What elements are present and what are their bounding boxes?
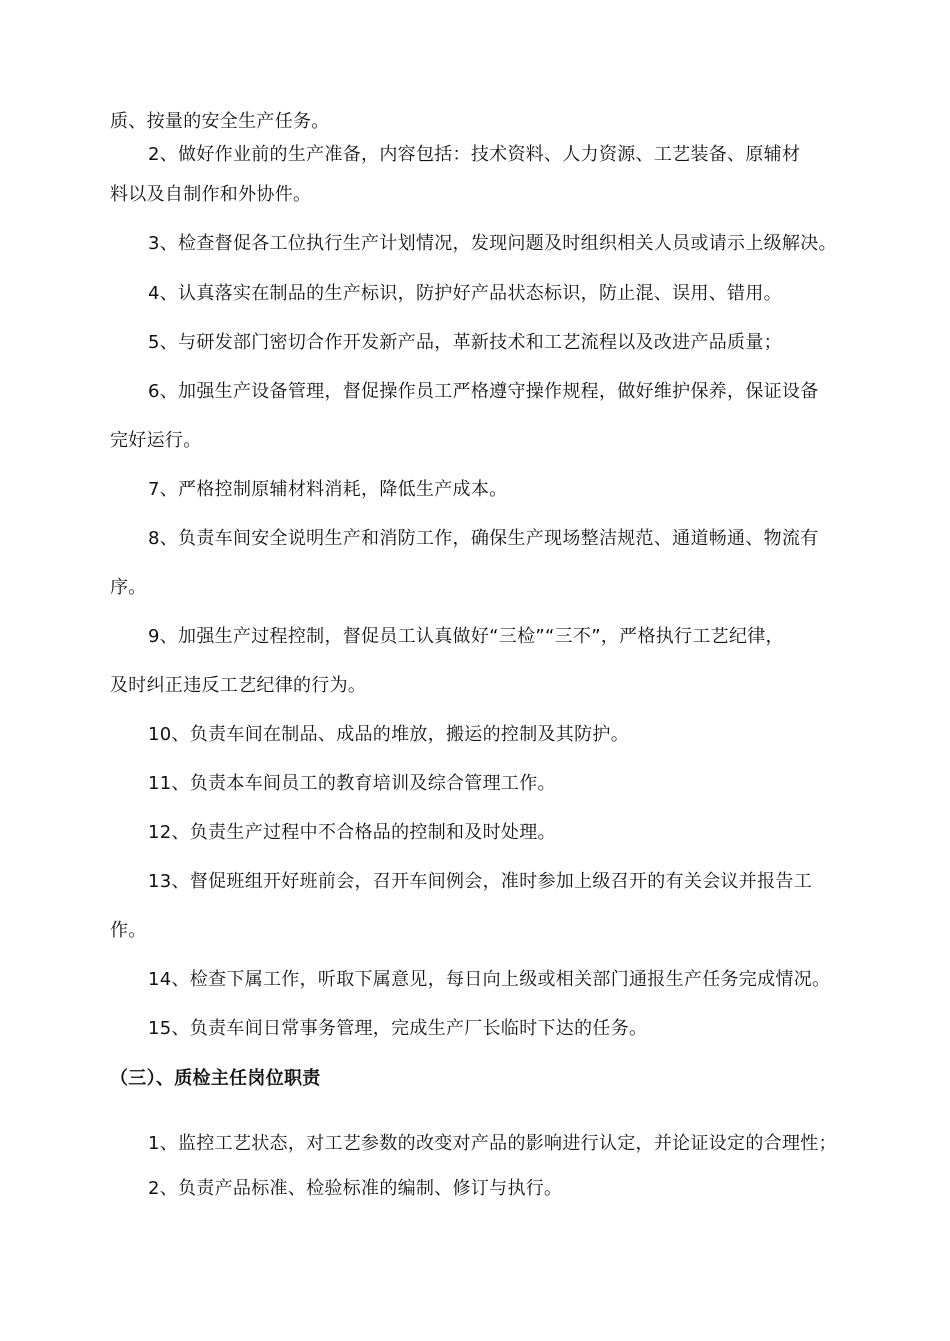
- list-item: 11、负责本车间员工的教育培训及综合管理工作。: [148, 773, 556, 794]
- text-line: 及时纠正违反工艺纪律的行为。: [110, 675, 367, 696]
- list-item: 1、监控工艺状态，对工艺参数的改变对产品的影响进行认定，并论证设定的合理性；: [148, 1133, 837, 1154]
- text-line: 质、按量的安全生产任务。: [110, 111, 330, 132]
- list-item: 7、严格控制原辅材料消耗，降低生产成本。: [148, 479, 508, 500]
- list-item: 10、负责车间在制品、成品的堆放，搬运的控制及其防护。: [148, 724, 630, 745]
- list-item: 2、负责产品标准、检验标准的编制、修订与执行。: [148, 1178, 563, 1199]
- list-item: 15、负责车间日常事务管理，完成生产厂长临时下达的任务。: [148, 1018, 648, 1039]
- list-item: 4、认真落实在制品的生产标识，防护好产品状态标识，防止混、误用、错用。: [148, 283, 782, 304]
- list-item: 8、负责车间安全说明生产和消防工作，确保生产现场整洁规范、通道畅通、物流有: [148, 528, 819, 549]
- list-item: 3、检查督促各工位执行生产计划情况，发现问题及时组织相关人员或请示上级解决。: [148, 233, 837, 254]
- list-item: 14、检查下属工作，听取下属意见，每日向上级或相关部门通报生产任务完成情况。: [148, 969, 831, 990]
- list-item: 9、加强生产过程控制，督促员工认真做好“三检”“三不”，严格执行工艺纪律，: [148, 626, 784, 647]
- list-item: 5、与研发部门密切合作开发新产品，革新技术和工艺流程以及改进产品质量；: [148, 332, 782, 353]
- text-line: 料以及自制作和外协件。: [110, 184, 312, 205]
- list-item: 13、督促班组开好班前会，召开车间例会，准时参加上级召开的有关会议并报告工: [148, 871, 813, 892]
- list-item: 2、做好作业前的生产准备，内容包括：技术资料、人力资源、工艺装备、原辅材: [148, 144, 801, 165]
- list-item: 12、负责生产过程中不合格品的控制和及时处理。: [148, 822, 556, 843]
- text-line: 作。: [110, 920, 147, 941]
- text-line: 序。: [110, 577, 147, 598]
- text-line: 完好运行。: [110, 430, 202, 451]
- list-item: 6、加强生产设备管理，督促操作员工严格遵守操作规程，做好维护保养，保证设备: [148, 381, 819, 402]
- section-heading: （三）、质检主任岗位职责: [110, 1068, 321, 1089]
